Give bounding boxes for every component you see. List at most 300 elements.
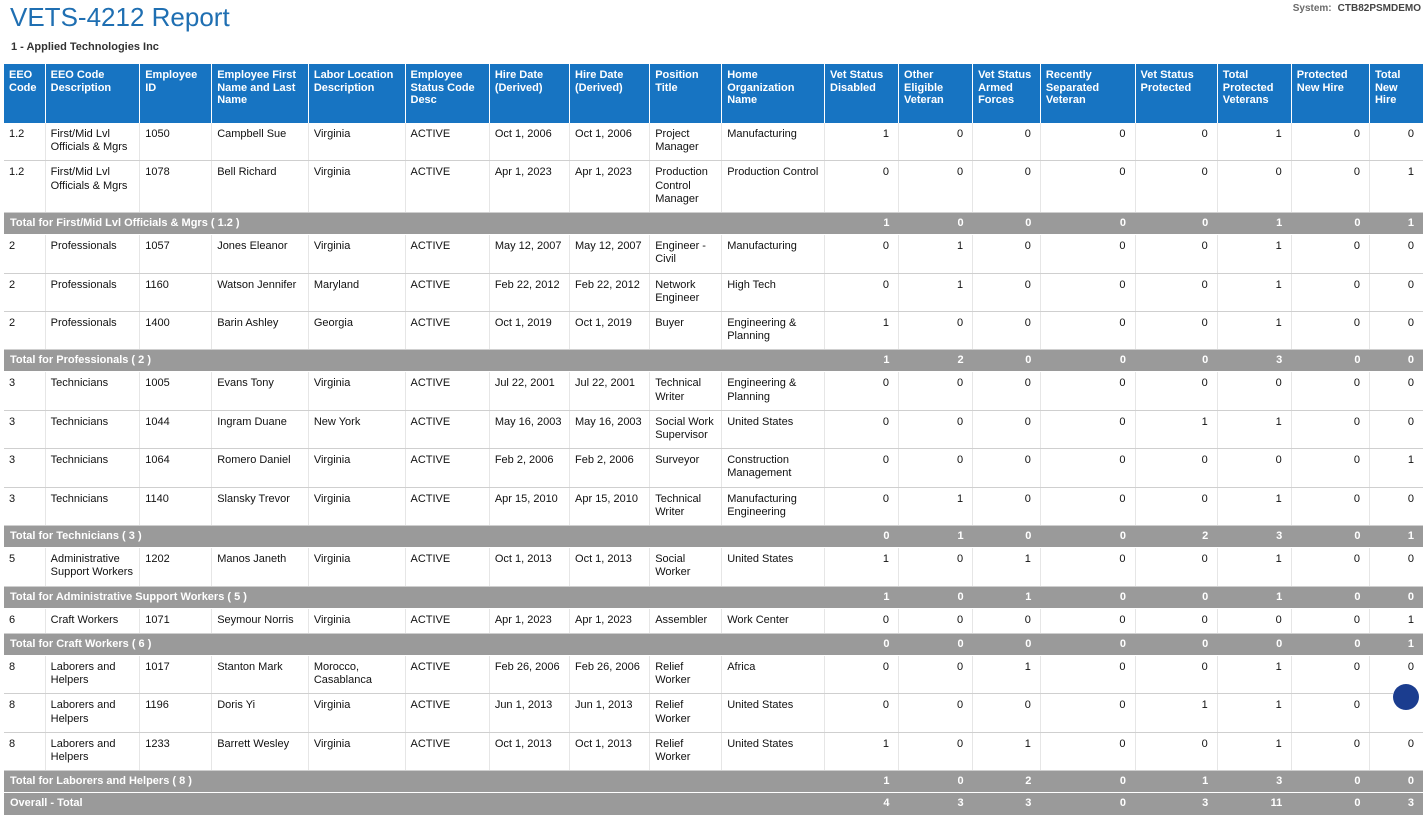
table-cell: Apr 1, 2023	[489, 608, 569, 633]
table-cell: Production Control	[722, 161, 825, 213]
table-cell: 0	[825, 694, 899, 732]
table-cell: 0	[1040, 311, 1135, 349]
total-row-value: 1	[825, 350, 899, 372]
total-row-value: 0	[1040, 350, 1135, 372]
total-row-value: 0	[825, 633, 899, 655]
table-cell: 0	[899, 123, 973, 161]
total-row-value: 0	[1135, 633, 1217, 655]
table-cell: 1	[1217, 410, 1291, 448]
table-cell: Oct 1, 2013	[489, 548, 569, 586]
col-vet-status-protected: Vet Status Protected	[1135, 64, 1217, 123]
table-row	[4, 548, 1423, 586]
system-value: CTB82PSMDEMO	[1337, 3, 1421, 14]
total-row-value: 0	[973, 633, 1041, 655]
table-cell: 1005	[140, 372, 212, 410]
table-cell: 0	[1217, 608, 1291, 633]
table-cell: 0	[1291, 449, 1369, 487]
table-cell: Jones Eleanor	[212, 235, 309, 273]
col-home-organization-name: Home Organization Name	[722, 64, 825, 123]
table-cell: Surveyor	[650, 449, 722, 487]
scroll-indicator[interactable]	[1393, 684, 1419, 710]
table-cell: 0	[825, 487, 899, 525]
table-cell: 1	[1217, 235, 1291, 273]
total-row-value: 0	[899, 586, 973, 608]
table-cell: May 12, 2007	[489, 235, 569, 273]
table-cell: Technicians	[45, 410, 140, 448]
table-cell: 0	[825, 608, 899, 633]
table-cell: ACTIVE	[405, 123, 489, 161]
table-cell: Production Control Manager	[650, 161, 722, 213]
table-cell: 0	[899, 161, 973, 213]
table-cell: Virginia	[308, 694, 405, 732]
total-row-value: 1	[1369, 525, 1423, 547]
total-row-value: 0	[1040, 793, 1135, 815]
table-total-row	[4, 633, 1423, 655]
table-cell: Virginia	[308, 608, 405, 633]
total-row-value: 0	[1291, 793, 1369, 815]
total-row-value: 1	[1369, 633, 1423, 655]
table-cell: Feb 2, 2006	[570, 449, 650, 487]
col-hire-date-1: Hire Date (Derived)	[489, 64, 569, 123]
table-cell: Maryland	[308, 273, 405, 311]
table-cell: United States	[722, 732, 825, 770]
table-cell: 0	[973, 273, 1041, 311]
col-hire-date-2: Hire Date (Derived)	[570, 64, 650, 123]
table-cell: 1	[1135, 694, 1217, 732]
table-cell: 1202	[140, 548, 212, 586]
system-info	[1293, 3, 1421, 14]
table-cell: Virginia	[308, 372, 405, 410]
table-cell: 0	[899, 608, 973, 633]
table-cell: ACTIVE	[405, 548, 489, 586]
table-cell: Barrett Wesley	[212, 732, 309, 770]
total-row-value: 0	[1040, 525, 1135, 547]
table-cell: 0	[1291, 732, 1369, 770]
total-row-value: 0	[973, 350, 1041, 372]
table-cell: 1071	[140, 608, 212, 633]
table-cell: 0	[1369, 273, 1423, 311]
table-cell: Jul 22, 2001	[489, 372, 569, 410]
table-cell: Social Worker	[650, 548, 722, 586]
table-cell: Engineer - Civil	[650, 235, 722, 273]
col-eeo-code: EEO Code	[4, 64, 45, 123]
table-cell: 0	[1040, 487, 1135, 525]
total-row-value: 11	[1217, 793, 1291, 815]
table-cell: 0	[1291, 656, 1369, 694]
table-cell: Technicians	[45, 449, 140, 487]
table-cell: 1	[1135, 410, 1217, 448]
table-cell: 0	[1369, 656, 1423, 694]
table-row	[4, 273, 1423, 311]
total-row-value: 0	[1291, 633, 1369, 655]
table-cell: 0	[1291, 273, 1369, 311]
table-cell: Social Work Supervisor	[650, 410, 722, 448]
table-cell: 1044	[140, 410, 212, 448]
col-employee-status-code-desc: Employee Status Code Desc	[405, 64, 489, 123]
table-cell: ACTIVE	[405, 273, 489, 311]
table-cell: 0	[1040, 372, 1135, 410]
table-cell: 0	[1135, 235, 1217, 273]
table-cell: 0	[973, 161, 1041, 213]
table-row	[4, 449, 1423, 487]
table-cell: Barin Ashley	[212, 311, 309, 349]
table-cell: 1	[1217, 487, 1291, 525]
col-employee-id: Employee ID	[140, 64, 212, 123]
table-cell: 0	[1040, 161, 1135, 213]
table-cell: 0	[825, 449, 899, 487]
table-total-row	[4, 586, 1423, 608]
table-cell: 1	[1217, 311, 1291, 349]
table-cell: 1050	[140, 123, 212, 161]
table-cell: Oct 1, 2006	[489, 123, 569, 161]
table-header	[4, 64, 1423, 123]
table-cell: ACTIVE	[405, 372, 489, 410]
table-cell: ACTIVE	[405, 235, 489, 273]
table-cell: Apr 15, 2010	[489, 487, 569, 525]
total-row-value: 1	[825, 586, 899, 608]
table-cell: 0	[1040, 732, 1135, 770]
total-row-value: 0	[1291, 525, 1369, 547]
table-cell: 0	[825, 656, 899, 694]
table-cell: Morocco, Casablanca	[308, 656, 405, 694]
table-cell: United States	[722, 410, 825, 448]
table-cell: ACTIVE	[405, 694, 489, 732]
table-cell: Laborers and Helpers	[45, 694, 140, 732]
table-cell: 0	[1291, 161, 1369, 213]
table-cell: 0	[899, 410, 973, 448]
total-row-value: 0	[1369, 350, 1423, 372]
col-vet-status-armed-forces: Vet Status Armed Forces	[973, 64, 1041, 123]
total-row-value: 0	[1040, 212, 1135, 234]
total-row-value: 0	[973, 212, 1041, 234]
table-cell: Network Engineer	[650, 273, 722, 311]
table-cell: Oct 1, 2013	[570, 548, 650, 586]
table-cell: 0	[1135, 372, 1217, 410]
total-row-value: 0	[1040, 771, 1135, 793]
table-cell: 5	[4, 548, 45, 586]
total-row-value: 3	[1135, 793, 1217, 815]
table-cell: May 12, 2007	[570, 235, 650, 273]
table-cell: 0	[1135, 487, 1217, 525]
total-row-value: 0	[1291, 586, 1369, 608]
table-total-row	[4, 350, 1423, 372]
total-row-value: 0	[1369, 771, 1423, 793]
table-row	[4, 123, 1423, 161]
table-cell: 0	[1040, 608, 1135, 633]
table-cell: 0	[1135, 123, 1217, 161]
table-cell: 2	[4, 235, 45, 273]
total-row-value: 0	[1217, 633, 1291, 655]
table-cell: Bell Richard	[212, 161, 309, 213]
table-cell: Feb 26, 2006	[570, 656, 650, 694]
table-cell: 0	[973, 487, 1041, 525]
col-position-title: Position Title	[650, 64, 722, 123]
table-cell: 0	[973, 410, 1041, 448]
table-cell: 1400	[140, 311, 212, 349]
table-row	[4, 311, 1423, 349]
table-cell: ACTIVE	[405, 410, 489, 448]
table-cell: 0	[1217, 449, 1291, 487]
table-cell: Assembler	[650, 608, 722, 633]
table-row	[4, 732, 1423, 770]
total-row-value: 3	[1217, 525, 1291, 547]
table-cell: 1	[973, 732, 1041, 770]
total-row-value: 2	[1135, 525, 1217, 547]
table-cell: Evans Tony	[212, 372, 309, 410]
system-label: System:	[1292, 3, 1332, 14]
table-cell: 3	[4, 487, 45, 525]
table-cell: Work Center	[722, 608, 825, 633]
total-row-value: 0	[1040, 633, 1135, 655]
total-row-value: 1	[1135, 771, 1217, 793]
table-cell: 0	[1291, 235, 1369, 273]
table-cell: 0	[1040, 273, 1135, 311]
total-row-value: 0	[1135, 212, 1217, 234]
table-cell: 1	[825, 732, 899, 770]
table-cell: Relief Worker	[650, 656, 722, 694]
table-cell: Romero Daniel	[212, 449, 309, 487]
table-cell: Watson Jennifer	[212, 273, 309, 311]
col-employee-name: Employee First Name and Last Name	[212, 64, 309, 123]
table-cell: 0	[899, 656, 973, 694]
table-cell: Technical Writer	[650, 487, 722, 525]
table-cell: 1017	[140, 656, 212, 694]
table-cell: 0	[973, 123, 1041, 161]
table-cell: Engineering & Planning	[722, 311, 825, 349]
table-cell: High Tech	[722, 273, 825, 311]
table-cell: 1	[1217, 123, 1291, 161]
table-cell: 1	[825, 123, 899, 161]
table-cell: 0	[973, 449, 1041, 487]
total-row-value: 3	[1369, 793, 1423, 815]
total-row-label: Total for Technicians ( 3 )	[4, 525, 825, 547]
total-row-value: 1	[1217, 212, 1291, 234]
table-cell: Jul 22, 2001	[570, 372, 650, 410]
col-recently-separated-veteran: Recently Separated Veteran	[1040, 64, 1135, 123]
table-cell: 3	[4, 449, 45, 487]
table-cell: 0	[1040, 449, 1135, 487]
table-cell: Feb 22, 2012	[570, 273, 650, 311]
total-row-value: 0	[1291, 350, 1369, 372]
table-cell: 0	[1291, 548, 1369, 586]
table-cell: 1	[973, 656, 1041, 694]
table-cell: Doris Yi	[212, 694, 309, 732]
table-cell: 1	[1217, 694, 1291, 732]
table-cell: 0	[1369, 123, 1423, 161]
table-cell: Apr 1, 2023	[570, 161, 650, 213]
total-row-value: 1	[1369, 212, 1423, 234]
table-cell: 3	[4, 410, 45, 448]
table-cell: 1	[1217, 548, 1291, 586]
table-cell: Georgia	[308, 311, 405, 349]
table-row	[4, 235, 1423, 273]
total-row-value: 1	[1217, 586, 1291, 608]
table-cell: Professionals	[45, 273, 140, 311]
table-row	[4, 410, 1423, 448]
table-cell: Feb 2, 2006	[489, 449, 569, 487]
table-cell: 0	[825, 372, 899, 410]
table-cell: 1	[1217, 273, 1291, 311]
table-cell: 0	[1135, 732, 1217, 770]
table-cell: 8	[4, 732, 45, 770]
table-cell: Oct 1, 2013	[489, 732, 569, 770]
total-row-value: 2	[973, 771, 1041, 793]
total-row-value: 0	[1369, 586, 1423, 608]
total-row-label: Total for Administrative Support Workers ( 5 )	[4, 586, 825, 608]
total-row-value: 1	[899, 525, 973, 547]
total-row-value: 1	[825, 212, 899, 234]
table-cell: 0	[1291, 487, 1369, 525]
table-cell: First/Mid Lvl Officials & Mgrs	[45, 161, 140, 213]
table-cell: 0	[1369, 311, 1423, 349]
table-cell: 0	[1135, 548, 1217, 586]
table-cell: Virginia	[308, 548, 405, 586]
table-cell: Oct 1, 2019	[489, 311, 569, 349]
table-cell: Laborers and Helpers	[45, 656, 140, 694]
table-cell: Administrative Support Workers	[45, 548, 140, 586]
table-cell: 0	[1291, 694, 1369, 732]
table-row	[4, 372, 1423, 410]
table-cell: 0	[1369, 732, 1423, 770]
table-row	[4, 694, 1423, 732]
table-row	[4, 487, 1423, 525]
table-cell: Laborers and Helpers	[45, 732, 140, 770]
table-cell: 0	[1040, 410, 1135, 448]
table-cell: 0	[1291, 372, 1369, 410]
col-other-eligible-veteran: Other Eligible Veteran	[899, 64, 973, 123]
table-cell: ACTIVE	[405, 608, 489, 633]
table-cell: 1057	[140, 235, 212, 273]
table-cell: ACTIVE	[405, 449, 489, 487]
table-cell: 1	[1217, 732, 1291, 770]
col-protected-new-hire: Protected New Hire	[1291, 64, 1369, 123]
table-cell: 0	[1217, 161, 1291, 213]
total-row-value: 3	[1217, 350, 1291, 372]
table-cell: 8	[4, 656, 45, 694]
table-total-row	[4, 212, 1423, 234]
table-cell: New York	[308, 410, 405, 448]
table-cell: ACTIVE	[405, 311, 489, 349]
table-cell: 1	[825, 311, 899, 349]
table-cell: United States	[722, 548, 825, 586]
table-cell: Africa	[722, 656, 825, 694]
table-cell: 0	[973, 372, 1041, 410]
table-body	[4, 123, 1423, 815]
table-cell: 2	[4, 273, 45, 311]
header-row	[4, 64, 1423, 123]
table-cell: 1064	[140, 449, 212, 487]
table-cell: 0	[899, 732, 973, 770]
table-cell: Technicians	[45, 487, 140, 525]
table-cell: 1196	[140, 694, 212, 732]
total-row-value: 2	[899, 350, 973, 372]
table-cell: 1	[1369, 161, 1423, 213]
report-subtitle: 1 - Applied Technologies Inc	[11, 41, 159, 53]
table-cell: 6	[4, 608, 45, 633]
table-cell: 0	[1135, 161, 1217, 213]
table-cell: 0	[899, 311, 973, 349]
table-cell: Manufacturing	[722, 123, 825, 161]
table-cell: Jun 1, 2013	[570, 694, 650, 732]
table-cell: 8	[4, 694, 45, 732]
table-cell: May 16, 2003	[489, 410, 569, 448]
total-row-label: Total for First/Mid Lvl Officials & Mgrs ( 1.2 )	[4, 212, 825, 234]
table-cell: Apr 1, 2023	[489, 161, 569, 213]
table-cell: Apr 15, 2010	[570, 487, 650, 525]
table-cell: First/Mid Lvl Officials & Mgrs	[45, 123, 140, 161]
table-cell: 0	[1040, 548, 1135, 586]
table-cell: 0	[1369, 372, 1423, 410]
table-cell: Craft Workers	[45, 608, 140, 633]
table-cell: Slansky Trevor	[212, 487, 309, 525]
table-cell: Manufacturing	[722, 235, 825, 273]
table-cell: 1	[1369, 608, 1423, 633]
table-cell: 0	[1135, 311, 1217, 349]
total-row-value: 3	[973, 793, 1041, 815]
table-cell: 0	[973, 311, 1041, 349]
table-cell: 1	[1369, 449, 1423, 487]
table-cell: Relief Worker	[650, 694, 722, 732]
table-cell: 0	[1040, 694, 1135, 732]
table-cell: Oct 1, 2006	[570, 123, 650, 161]
table-cell: 1	[1217, 656, 1291, 694]
table-cell: 0	[973, 235, 1041, 273]
table-cell: 3	[4, 372, 45, 410]
table-cell: 0	[825, 410, 899, 448]
table-cell: Virginia	[308, 123, 405, 161]
total-row-value: 0	[1135, 350, 1217, 372]
table-cell: 1	[899, 273, 973, 311]
table-cell: 1.2	[4, 161, 45, 213]
table-cell: United States	[722, 694, 825, 732]
table-cell: ACTIVE	[405, 656, 489, 694]
table-cell: 0	[1369, 235, 1423, 273]
table-cell: 0	[1291, 608, 1369, 633]
table-cell: Engineering & Planning	[722, 372, 825, 410]
table-cell: 2	[4, 311, 45, 349]
table-total-row	[4, 525, 1423, 547]
total-row-value: 0	[1135, 586, 1217, 608]
table-cell: 1233	[140, 732, 212, 770]
table-cell: 0	[1291, 311, 1369, 349]
table-cell: Virginia	[308, 161, 405, 213]
total-row-value: 0	[1291, 771, 1369, 793]
table-cell: 0	[1291, 410, 1369, 448]
total-row-value: 3	[1217, 771, 1291, 793]
table-cell: Virginia	[308, 449, 405, 487]
table-cell: 0	[1040, 656, 1135, 694]
table-cell: 0	[1135, 656, 1217, 694]
table-cell: 1160	[140, 273, 212, 311]
table-cell: 0	[899, 694, 973, 732]
table-cell: Stanton Mark	[212, 656, 309, 694]
total-row-value: 0	[1291, 212, 1369, 234]
table-cell: 0	[899, 548, 973, 586]
table-cell: Virginia	[308, 487, 405, 525]
table-cell: Technical Writer	[650, 372, 722, 410]
table-cell: 1140	[140, 487, 212, 525]
col-vet-status-disabled: Vet Status Disabled	[825, 64, 899, 123]
total-row-value: 0	[1040, 586, 1135, 608]
table-cell: Construction Management	[722, 449, 825, 487]
table-cell: 0	[973, 694, 1041, 732]
table-cell: 0	[1135, 608, 1217, 633]
total-row-value: 1	[825, 771, 899, 793]
table-cell: ACTIVE	[405, 161, 489, 213]
col-total-new-hire: Total New Hire	[1369, 64, 1423, 123]
table-cell: Virginia	[308, 235, 405, 273]
total-row-label: Total for Professionals ( 2 )	[4, 350, 825, 372]
